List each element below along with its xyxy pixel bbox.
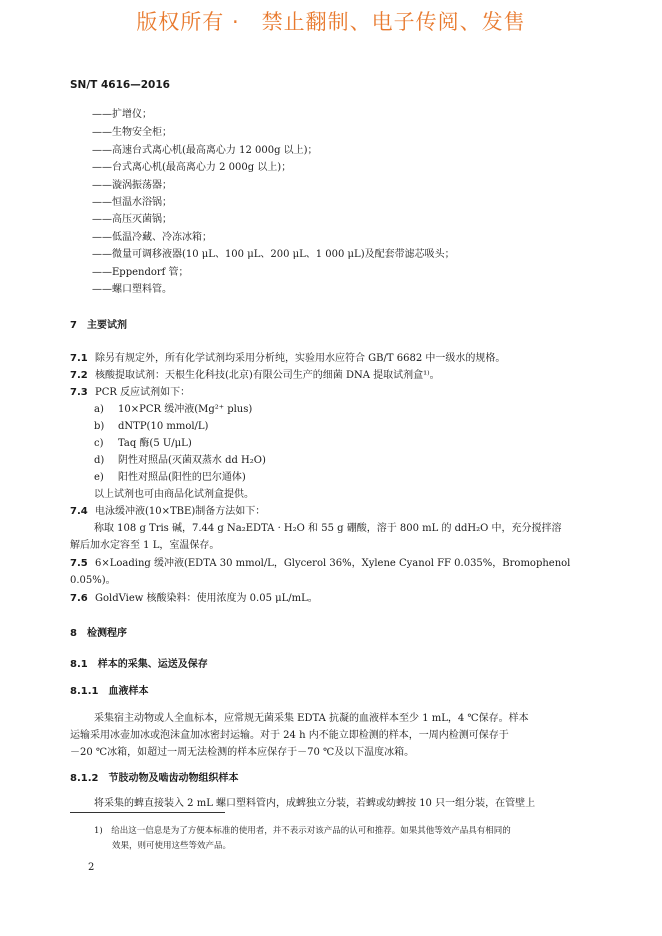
clause-7-5 [70, 557, 570, 571]
equipment-item: ——Eppendorf 管； [92, 267, 189, 278]
footnote: 1) 给出这一信息是为了方便本标准的使用者，并不表示对该产品的认可和推荐。如果其他等效产品具有相同的 [94, 826, 511, 836]
section-8-heading: 8 检测程序 [70, 628, 127, 639]
reagent-item [94, 471, 246, 485]
reagent-item [94, 420, 208, 434]
item-label: c) [94, 438, 104, 449]
clause-7-3 [70, 386, 190, 400]
footnote-separator [70, 812, 225, 813]
clause-number: 7.6 [70, 593, 88, 604]
paragraph-8-1-1: 运输采用冰壶加冰或泡沫盒加冰密封运输。对于 24 h 内不能立即检测的样本，一周内检测可保存于 [70, 730, 509, 741]
equipment-item: ——微量可调移液器(10 μL、100 μL、200 μL、1 000 μL)及配套带滤芯吸头； [92, 249, 455, 260]
reagent-item [94, 437, 192, 451]
reagent-item [94, 454, 266, 468]
clause-text: 核酸提取试剂：天根生化科技(北京)有限公司生产的细菌 DNA 提取试剂盒¹⁾。 [95, 370, 440, 381]
clause-text: PCR 反应试剂如下： [95, 387, 191, 398]
clause-text: GoldView 核酸染料：使用浓度为 0.05 μL/mL。 [95, 593, 318, 604]
clause-number: 7.5 [70, 558, 88, 569]
section-8-1-heading: 8.1 样本的采集、运送及保存 [70, 659, 208, 670]
item-label: d) [94, 455, 105, 466]
clause-text: 除另有规定外，所有化学试剂均采用分析纯，实验用水应符合 GB/T 6682 中一级水的规格。 [95, 353, 506, 364]
equipment-item: ——台式离心机(最高离心力 2 000g 以上)； [92, 162, 292, 173]
copyright-watermark: 版权所有 · 禁止翻制、电子传阅、发售 [136, 10, 526, 34]
section-8-1-2-heading: 8.1.2 节肢动物及啮齿动物组织样本 [70, 773, 239, 784]
item-label: b) [94, 421, 105, 432]
clause-7-4-body: 解后加水定容至 1 L，室温保存。 [70, 540, 220, 551]
clause-number: 7.4 [70, 506, 88, 517]
equipment-item: ——生物安全柜； [92, 127, 172, 138]
clause-7-4-body: 称取 108 g Tris 碱，7.44 g Na₂EDTA · H₂O 和 55 g 硼酸，溶于 800 mL 的 ddH₂O 中，充分搅拌溶 [94, 523, 562, 534]
equipment-item: ——螺口塑料管。 [92, 284, 172, 295]
clause-text: 6×Loading 缓冲液(EDTA 30 mmol/L，Glycerol 36%，Xylene Cyanol FF 0.035%，Bromophenol [95, 558, 571, 569]
section-7-heading: 7 主要试剂 [70, 320, 127, 331]
footnote: 效果，则可使用这些等效产品。 [112, 841, 232, 851]
equipment-item: ——高压灭菌锅； [92, 214, 172, 225]
paragraph-8-1-2: 将采集的蜱直接装入 2 mL 螺口塑料管内，成蜱独立分装，若蜱或幼蜱按 10 只一组分装，在管壁上 [94, 798, 536, 809]
section-8-1-1-heading: 8.1.1 血液样本 [70, 686, 149, 697]
clause-number: 7.1 [70, 353, 88, 364]
equipment-item: ——低温冷藏、冷冻冰箱； [92, 232, 212, 243]
clause-7-6 [70, 592, 318, 606]
paragraph-8-1-1: 采集宿主动物或人全血标本，应常规无菌采集 EDTA 抗凝的血液样本至少 1 mL，4 ℃保存。样本 [94, 713, 529, 724]
clause-text: 电泳缓冲液(10×TBE)制备方法如下： [95, 506, 266, 517]
item-label: e) [94, 472, 104, 483]
item-text: 阴性对照品(灭菌双蒸水 dd H₂O) [118, 455, 266, 466]
item-text: Taq 酶(5 U/μL) [118, 438, 192, 449]
standard-number: SN/T 4616—2016 [70, 79, 170, 91]
equipment-item: ——恒温水浴锅； [92, 197, 172, 208]
clause-7-5-body: 0.05%)。 [70, 575, 116, 586]
clause-number: 7.2 [70, 370, 88, 381]
equipment-item: ——漩涡振荡器； [92, 180, 172, 191]
paragraph-8-1-1: －20 ℃冰箱，如超过一周无法检测的样本应保存于－70 ℃及以下温度冰箱。 [70, 747, 415, 758]
clause-7-1 [70, 352, 505, 366]
reagent-note: 以上试剂也可由商品化试剂盒提供。 [94, 489, 254, 500]
page-number: 2 [88, 862, 95, 873]
item-text: 10×PCR 缓冲液(Mg²⁺ plus) [118, 404, 253, 415]
equipment-item: ——高速台式离心机(最高离心力 12 000g 以上)； [92, 145, 318, 156]
clause-7-2 [70, 369, 440, 383]
equipment-item: ——扩增仪； [92, 109, 152, 120]
clause-7-4 [70, 505, 265, 519]
item-label: a) [94, 404, 104, 415]
clause-number: 7.3 [70, 387, 88, 398]
reagent-item [94, 403, 252, 417]
item-text: 阳性对照品(阳性的巴尔通体) [118, 472, 246, 483]
item-text: dNTP(10 mmol/L) [118, 421, 209, 432]
